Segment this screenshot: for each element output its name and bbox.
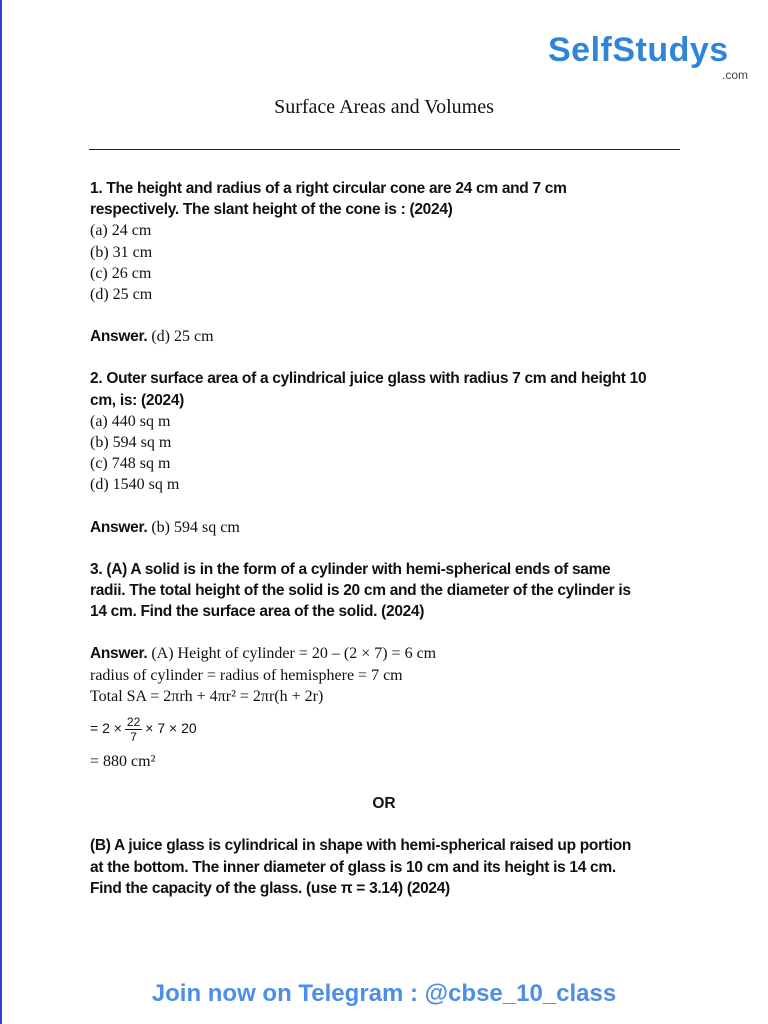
answer-label: Answer. (90, 518, 148, 536)
solution-line: Total SA = 2πrh + 4πr² = 2πr(h + 2r) (90, 687, 324, 705)
result-line: = 880 cm² (90, 753, 156, 771)
option-d: (d) 25 cm (90, 286, 153, 304)
question-text: (B) A juice glass is cylindrical in shape with hemi-spherical raised up portion (90, 837, 632, 855)
or-separator: OR (372, 795, 396, 813)
fraction-prefix: = 2 × (90, 720, 122, 737)
question-2 (90, 368, 690, 537)
question-1 (90, 178, 690, 347)
option-a: (a) 440 sq m (90, 412, 171, 430)
question-text: 3. (A) A solid is in the form of a cylinder with hemi-spherical ends of same (90, 560, 611, 578)
fraction-denominator: 7 (130, 729, 137, 744)
answer-value: (d) 25 cm (147, 328, 214, 346)
logo-domain: .com (722, 68, 749, 82)
option-d: (d) 1540 sq m (90, 476, 180, 494)
telegram-banner[interactable]: Join now on Telegram : @cbse_10_class (151, 980, 617, 1007)
question-text: at the bottom. The inner diameter of glass is 10 cm and its height is 14 cm. (90, 858, 616, 876)
question-text: cm, is: (2024) (90, 391, 185, 409)
answer-label: Answer. (90, 645, 148, 663)
option-b: (b) 31 cm (90, 243, 153, 261)
answer-value: (b) 594 sq cm (147, 518, 240, 536)
option-a: (a) 24 cm (90, 222, 152, 240)
page-title: Surface Areas and Volumes (274, 96, 494, 118)
question-text: 14 cm. Find the surface area of the solid. (2024) (90, 603, 425, 621)
answer-value: (A) Height of cylinder = 20 – (2 × 7) = 6 cm (147, 645, 437, 663)
fraction-step (90, 707, 690, 751)
option-b: (b) 594 sq m (90, 434, 172, 452)
question-text: respectively. The slant height of the cone is : (2024) (90, 201, 453, 219)
answer (90, 326, 690, 347)
fraction-suffix: × 7 × 20 (145, 720, 197, 737)
answer (90, 517, 690, 538)
question-list (90, 178, 690, 899)
left-border (0, 0, 2, 1024)
fraction-numerator: 22 (126, 714, 141, 729)
solution-line: radius of cylinder = radius of hemisphere = 7 cm (90, 666, 403, 684)
answer (90, 643, 690, 664)
fraction (125, 715, 142, 744)
question-text: 2. Outer surface area of a cylindrical juice glass with radius 7 cm and height 10 (90, 370, 647, 388)
question-3 (90, 559, 690, 899)
question-text: 1. The height and radius of a right circular cone are 24 cm and 7 cm (90, 180, 567, 197)
question-text: radii. The total height of the solid is 20 cm and the diameter of the cylinder is (90, 582, 631, 600)
selfstudys-logo[interactable] (548, 30, 749, 82)
option-c: (c) 748 sq m (90, 455, 171, 473)
option-c: (c) 26 cm (90, 264, 152, 282)
answer-label: Answer. (90, 328, 148, 346)
question-text: Find the capacity of the glass. (use π = 3.14) (2024) (90, 879, 450, 897)
title-divider (89, 149, 680, 150)
logo-text: SelfStudys (548, 31, 729, 69)
